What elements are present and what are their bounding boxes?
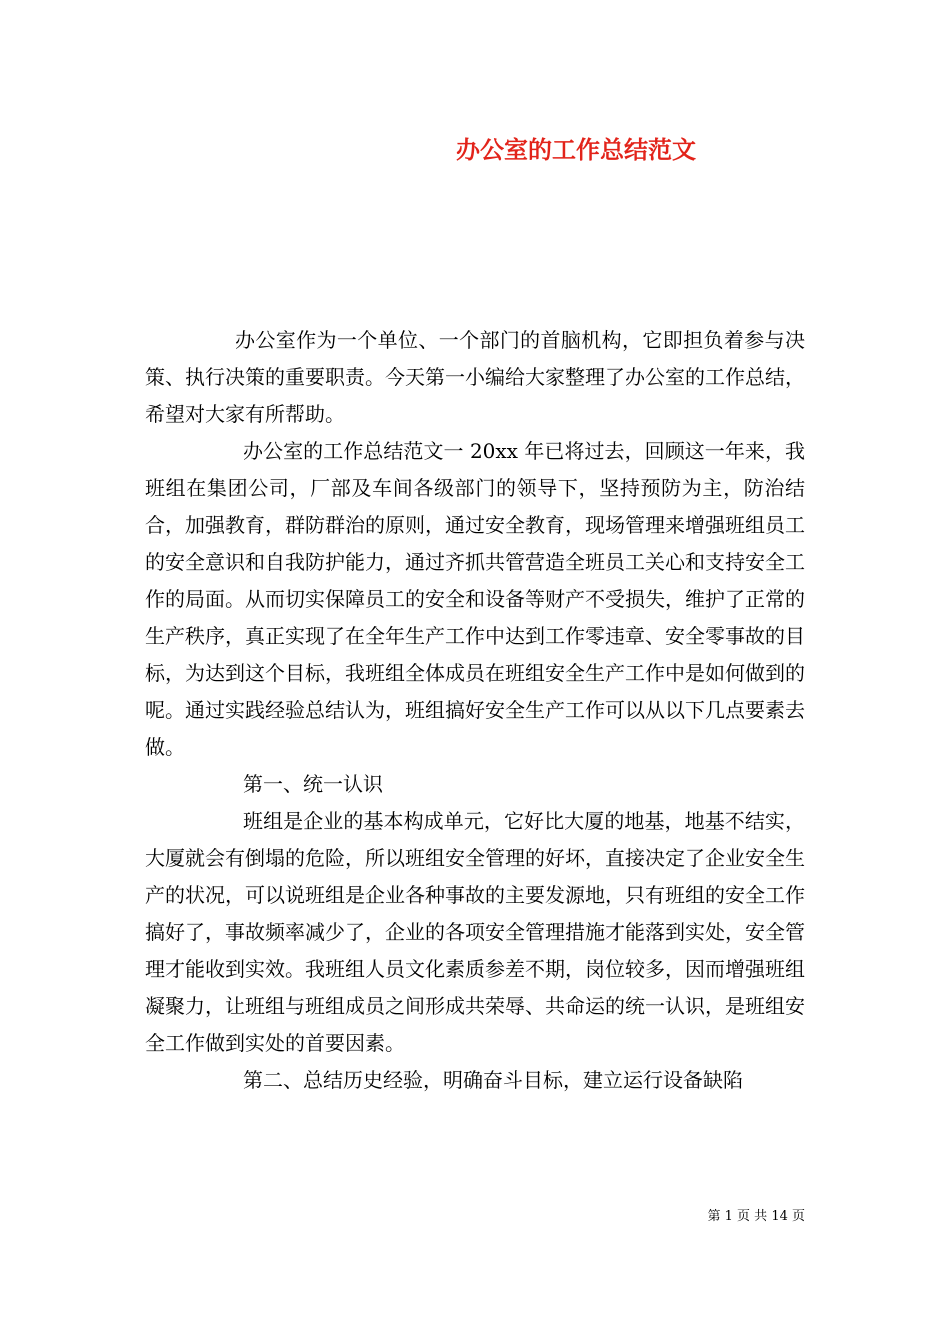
document-body	[145, 322, 805, 1099]
section-heading-1: 第一、统一认识	[243, 772, 383, 796]
page-number-footer: 第 1 页 共 14 页	[707, 1209, 805, 1224]
intro-paragraph: 办公室作为一个单位、一个部门的首脑机构，它即担负着参与决策、执行决策的重要职责。今天第一小编给大家整理了办公室的工作总结，希望对大家有所帮助。	[145, 328, 805, 426]
section-heading-2: 第二、总结历史经验，明确奋斗目标，建立运行设备缺陷	[243, 1068, 743, 1092]
page-title: 办公室的工作总结范文	[456, 135, 696, 164]
summary-paragraph: 办公室的工作总结范文一 20xx 年已将过去，回顾这一年来，我班组在集团公司，厂部及车间各级部门的领导下，坚持预防为主，防治结合，加强教育，群防群治的原则，通过安全教育，现场管理来增强班组员工的安全意识和自我防护能力，通过齐抓共管营造全班员工关心和支持安全工作的局面。从而切实保障员工的安全和设备等财产不受损失，维护了正常的生产秩序，真正实现了在全年生产工作中达到工作零违章、安全零事故的目标，为达到这个目标，我班组全体成员在班组安全生产工作中是如何做到的呢。通过实践经验总结认为，班组搞好安全生产工作可以从以下几点要素去做。	[145, 439, 805, 759]
section-paragraph-1: 班组是企业的基本构成单元，它好比大厦的地基，地基不结实，大厦就会有倒塌的危险，所以班组安全管理的好坏，直接决定了企业安全生产的状况，可以说班组是企业各种事故的主要发源地，只有班组的安全工作搞好了，事故频率减少了，企业的各项安全管理措施才能落到实处，安全管理才能收到实效。我班组人员文化素质参差不期，岗位较多，因而增强班组凝聚力，让班组与班组成员之间形成共荣辱、共命运的统一认识，是班组安全工作做到实处的首要因素。	[145, 809, 805, 1055]
